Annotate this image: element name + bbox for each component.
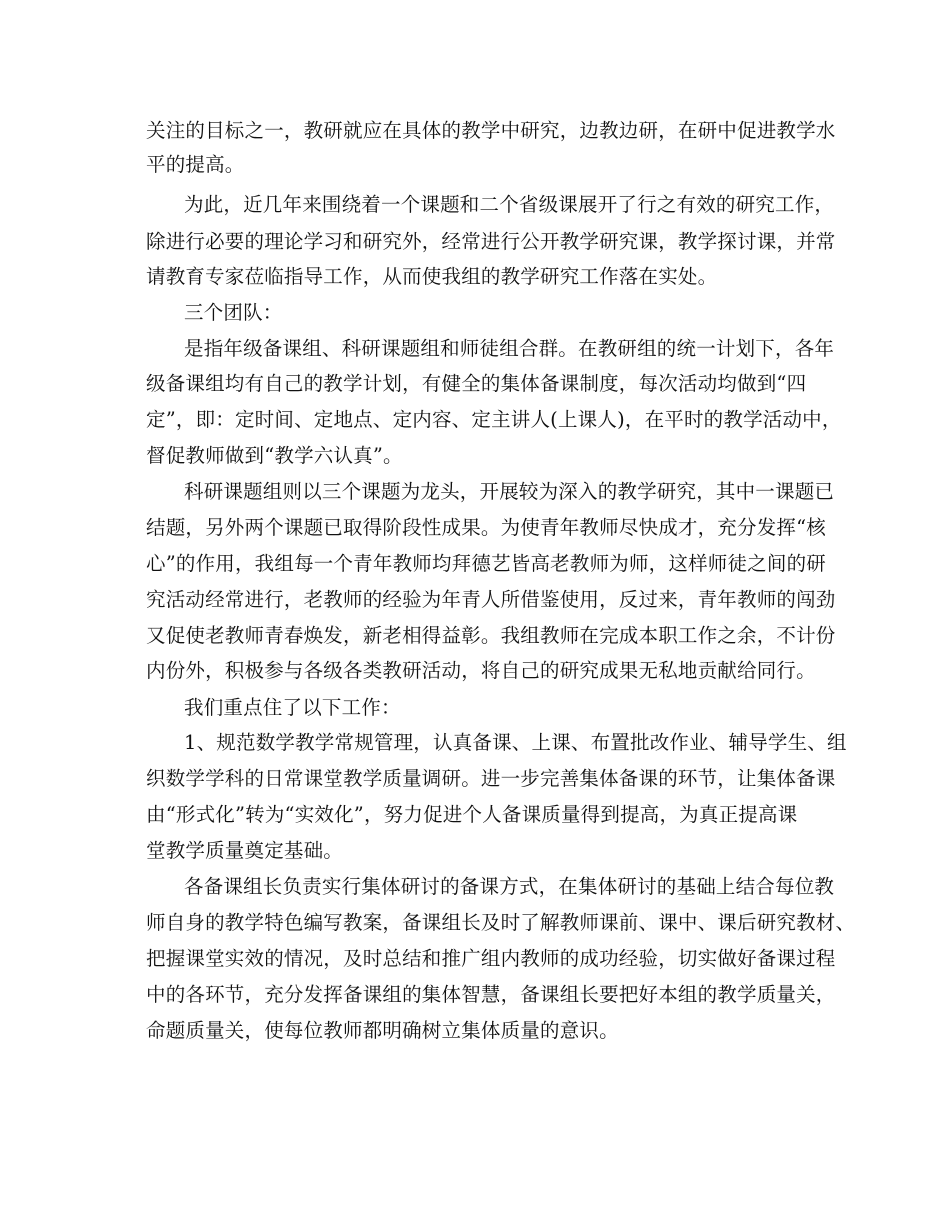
text-line: 关注的目标之一，教研就应在具体的教学中研究，边教边研，在研中促进教学水 — [146, 119, 836, 142]
text-line: 定”，即：定时间、定地点、定内容、定主讲人(上课人)，在平时的教学活动中， — [146, 408, 842, 431]
text-line: 织数学学科的日常课堂教学质量调研。进一步完善集体备课的环节，让集体备课 — [146, 767, 836, 790]
paragraph-start: 为此，近几年来围绕着一个课题和二个省级课展开了行之有效的研究工作， — [184, 193, 835, 216]
text-line: 内份外，积极参与各级各类教研活动，将自己的研究成果无私地贡献给同行。 — [146, 659, 816, 682]
text-line: 督促教师做到“教学六认真”。 — [146, 444, 403, 467]
text-line: 除进行必要的理论学习和研究外，经常进行公开教学研究课，教学探讨课，并常 — [146, 230, 836, 253]
paragraph-start: 各备课组长负责实行集体研讨的备课方式，在集体研讨的基础上结合每位教 — [184, 875, 835, 898]
text-line: 心”的作用，我组每一个青年教师均拜德艺皆高老教师为师，这样师徒之间的研 — [146, 552, 826, 575]
section-heading: 三个团队： — [184, 301, 283, 324]
text-line: 结题，另外两个课题已取得阶段性成果。为使青年教师尽快成才，充分发挥“核 — [146, 516, 826, 539]
text-line: 级备课组均有自己的教学计划，有健全的集体备课制度，每次活动均做到“四 — [146, 372, 807, 395]
section-heading: 我们重点住了以下工作： — [184, 696, 401, 719]
text-line: 由“形式化”转为“实效化”，努力促进个人备课质量得到提高，为真正提高课 — [146, 803, 798, 826]
paragraph-start: 1、规范数学教学常规管理，认真备课、上课、布置批改作业、辅导学生、组 — [184, 731, 847, 754]
text-line: 究活动经常进行，老教师的经验为年青人所借鉴使用，反过来，青年教师的闯劲 — [146, 588, 836, 611]
text-line: 把握课堂实效的情况，及时总结和推广组内教师的成功经验，切实做好备课过程 — [146, 947, 836, 970]
text-line: 中的各环节，充分发挥备课组的集体智慧，备课组长要把好本组的教学质量关， — [146, 983, 836, 1006]
text-line: 平的提高。 — [146, 153, 245, 176]
text-line: 师自身的教学特色编写教案，备课组长及时了解教师课前、课中、课后研究教材、 — [146, 911, 856, 934]
paragraph-start: 是指年级备课组、科研课题组和师徒组合群。在教研组的统一计划下，各年 — [184, 337, 835, 360]
text-line: 堂教学质量奠定基础。 — [146, 839, 344, 862]
text-line: 请教育专家莅临指导工作，从而使我组的教学研究工作落在实处。 — [146, 265, 718, 288]
paragraph-start: 科研课题组则以三个课题为龙头，开展较为深入的教学研究，其中一课题已 — [184, 480, 835, 503]
text-line: 命题质量关，使每位教师都明确树立集体质量的意识。 — [146, 1019, 619, 1042]
text-line: 又促使老教师青春焕发，新老相得益彰。我组教师在完成本职工作之余，不计份 — [146, 624, 836, 647]
